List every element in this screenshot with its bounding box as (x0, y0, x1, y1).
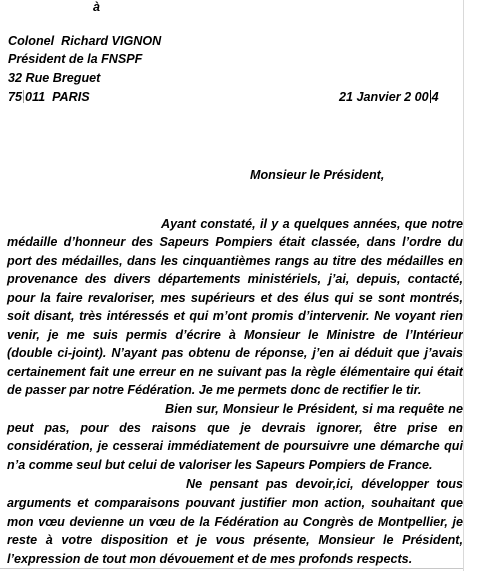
body-line: soit disant, très intéressés et qui m’ont promis d’intervenir. Ne voyant rien (7, 309, 463, 323)
sender-name: Colonel Richard VIGNON (8, 34, 162, 48)
body-line: pour la faire revaloriser, mes supérieurs et des élus qui se sont montrés, (7, 291, 463, 305)
letter-date-part2: 0 (421, 90, 429, 104)
body-line: n’a comme seul but celui de valoriser les Sapeurs Pompiers de France. (7, 458, 433, 472)
body-line: Ayant constaté, il y a quelques années, que notre (161, 217, 463, 231)
body-line: de passer par notre Fédération. Je me permets donc de rectifier le tir. (7, 383, 422, 397)
text-cursor[interactable] (430, 90, 431, 103)
sender-city (8, 88, 90, 106)
letter-date-part3: 4 (431, 90, 439, 104)
body-line: mon vœu devienne un vœu de la Fédération au Congrès de Montpellier, je (7, 515, 463, 529)
body-line: médaille d’honneur des Sapeurs Pompiers était classée, dans l’ordre du (7, 235, 463, 249)
salutation: Monsieur le Président, (250, 168, 385, 182)
letter-date-part1: 21 Janvier 2 0 (339, 90, 422, 104)
sender-city-part2: 011 PARIS (25, 90, 90, 104)
body-line: l’expression de tout mon dévouement et de mes profonds respects. (7, 552, 413, 566)
body-line: venir, je me suis permis d’écrire à Monsieur le Ministre de l’Intérieur (7, 328, 463, 342)
body-line: port des médailles, dans les cinquantièmes rangs au titre des médailles en (7, 254, 463, 268)
body-line: considération, je cesserai immédiatement de poursuivre une démarche qui (7, 439, 463, 453)
text-cursor-marker (23, 90, 24, 103)
body-line: certainement fait une erreur en ne suivant pas la règle élémentaire qui était (7, 365, 463, 379)
body-line: (double ci-joint). N’ayant pas obtenu de réponse, j’en ai déduit que j’avais (7, 346, 463, 360)
body-line: peut pas, pour des raisons que je devrais ignorer, être prise en (7, 421, 463, 435)
sender-city-part1: 75 (8, 90, 23, 104)
body-line: reste à votre disposition et je vous présente, Monsieur le Président, (7, 533, 463, 547)
page-bottom-rule (0, 568, 463, 569)
sender-title: Président de la FNSPF (8, 52, 143, 66)
body-line: Ne pensant pas devoir,ici, développer tous (186, 477, 463, 491)
letter-date (339, 88, 439, 106)
body-line: Bien sur, Monsieur le Président, si ma requête ne (165, 402, 463, 416)
sender-street: 32 Rue Breguet (8, 71, 101, 85)
recipient-marker: à (93, 0, 101, 14)
page-margin-gutter (463, 0, 481, 571)
body-line: provenance des divers départements ministériels, j’ai, depuis, contacté, (7, 272, 463, 286)
body-line: arguments et comparaisons pouvant justifier mon action, souhaitant que (7, 496, 463, 510)
